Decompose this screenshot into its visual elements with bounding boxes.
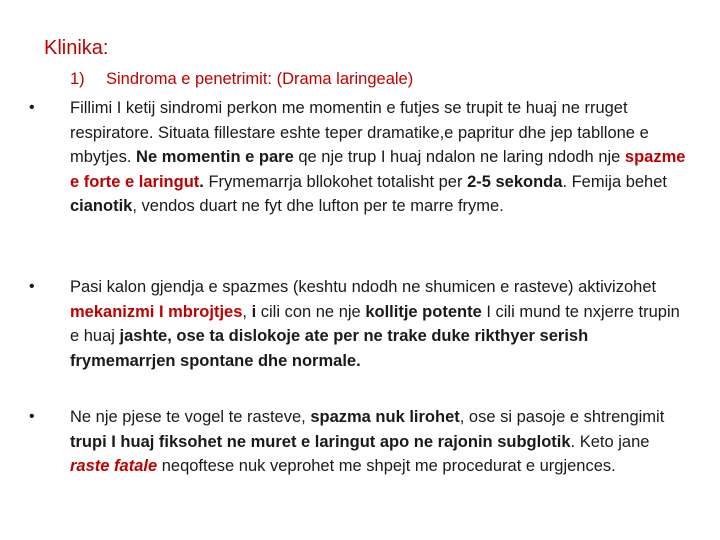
text-segment: spazma nuk lirohet <box>310 408 460 426</box>
text-segment: I cili mund te nxjerre trupin e huaj <box>70 302 680 345</box>
text-segment: , vendos duart ne fyt dhe lufton per te marre fryme. <box>132 197 504 215</box>
text-segment: . <box>199 172 204 191</box>
bullet-text <box>70 278 680 370</box>
section-number: 1) <box>70 70 85 88</box>
text-segment: mekanizmi I mbrojtjes <box>70 302 243 321</box>
text-segment: 2-5 sekonda <box>467 172 563 191</box>
bullet-text <box>70 99 685 215</box>
text-segment: qe nje trup I huaj ndalon ne laring ndodh nje <box>293 148 625 166</box>
text-segment: Fillimi I ketij sindromi perkon me momentin e futjes se trupit te huaj ne rruget respiratore. Situata fillestare eshte teper dramatike,e papritur dhe jep tabllone e mbytjes. <box>70 99 649 166</box>
text-segment: raste fatale <box>70 457 158 475</box>
text-segment: Ne momentin e pare <box>136 148 294 166</box>
text-segment: Pasi kalon gjendja e spazmes (keshtu ndodh ne shumicen e rasteve) aktivizohet <box>70 278 657 296</box>
section-heading <box>70 70 413 89</box>
text-segment: , <box>242 302 252 321</box>
section-heading-text: Sindroma e penetrimit: (Drama laringeale) <box>106 70 414 88</box>
text-segment: cianotik <box>70 197 133 215</box>
text-segment: Frymemarrja bllokohet totalisht per <box>203 172 468 191</box>
bullet-paragraph-1 <box>29 96 690 219</box>
slide-title: Klinika: <box>44 37 109 59</box>
text-segment: cili con ne nje <box>256 302 366 321</box>
text-segment: rikthyer serish frymemarrjen spontane dhe normale. <box>70 327 589 370</box>
text-segment: . Femija behet <box>562 172 667 191</box>
text-segment: , ose ta dislokoje ate per ne trake duke <box>167 327 475 345</box>
text-segment: spazme e forte e laringut <box>70 148 686 191</box>
text-segment: i <box>251 302 257 321</box>
bullet-marker: • <box>29 278 35 295</box>
text-segment: jashte <box>119 327 168 345</box>
text-segment: neqoftese nuk veprohet me shpejt me procedurat e urgjences. <box>157 457 616 475</box>
bullet-paragraph-3 <box>29 405 690 479</box>
bullet-marker: • <box>29 99 35 116</box>
bullet-text <box>70 408 664 475</box>
text-segment: kollitje potente <box>365 302 482 321</box>
text-segment: Ne nje pjese te vogel te rasteve, <box>70 408 311 426</box>
bullet-marker: • <box>29 408 35 425</box>
bullet-paragraph-2 <box>29 275 690 373</box>
text-segment: . Keto jane <box>570 432 650 451</box>
text-segment: , ose si pasoje e shtrengimit <box>459 408 665 426</box>
text-segment: trupi I huaj fiksohet ne muret e laringut apo ne rajonin subglotik <box>70 432 571 451</box>
